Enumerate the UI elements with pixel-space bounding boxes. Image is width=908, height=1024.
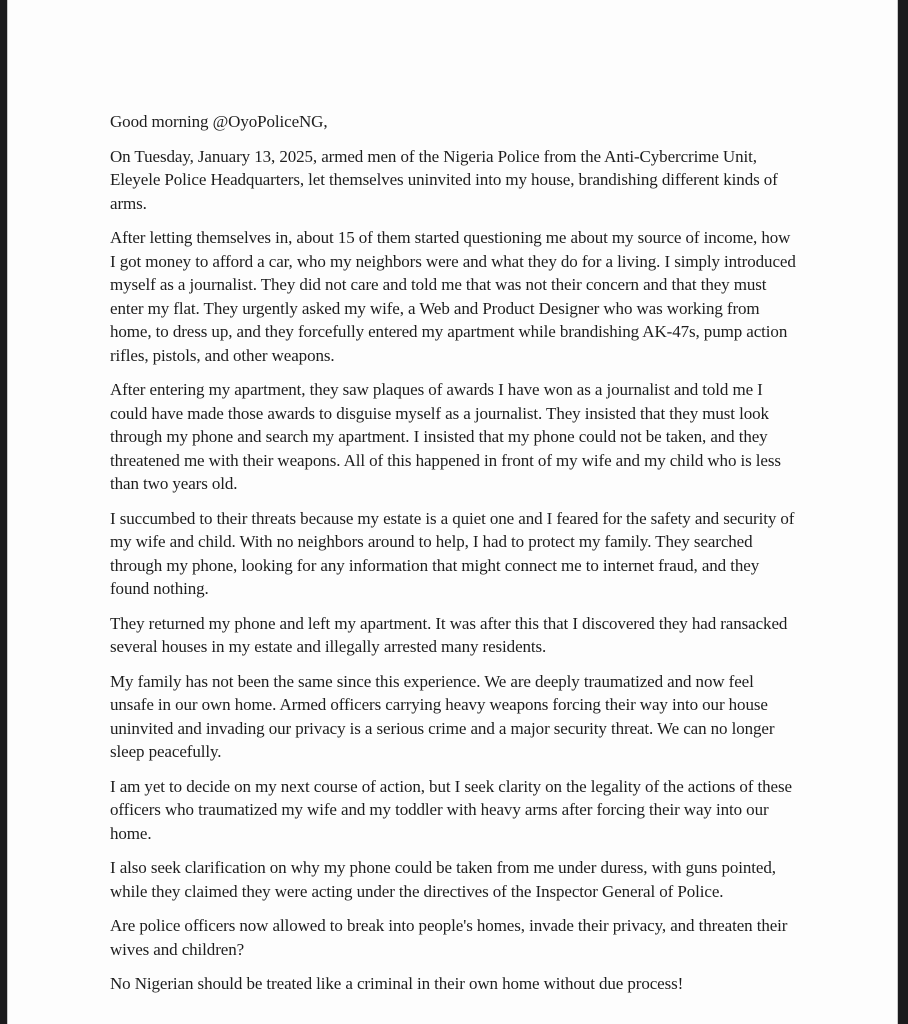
- paragraph: I also seek clarification on why my phone could be taken from me under duress, with guns pointed, while they claimed they were acting under the directives of the Inspector General of Police.: [110, 858, 776, 901]
- paragraph: They returned my phone and left my apartment. It was after this that I discovered they had ransacked several houses in my estate and illegally arrested many residents.: [110, 613, 788, 656]
- screen-edge-right: [897, 0, 908, 1024]
- letter-greeting: Good morning @OyoPoliceNG,: [110, 112, 328, 131]
- paragraph: No Nigerian should be treated like a criminal in their own home without due process!: [110, 974, 684, 993]
- paragraph: On Tuesday, January 13, 2025, armed men of the Nigeria Police from the Anti-Cybercrime Unit, Eleyele Police Headquarters, let themselves uninvited into my house, brandishing different kinds of arms.: [110, 146, 778, 213]
- letter-body: [110, 110, 800, 996]
- paragraph: My family has not been the same since this experience. We are deeply traumatized and now feel unsafe in our own home. Armed officers carrying heavy weapons forcing their way into our house uninvited and invading our privacy is a serious crime and a major security threat. We can no longer sleep peacefully.: [110, 671, 775, 761]
- screen-edge-left: [0, 0, 8, 1024]
- paragraph: After letting themselves in, about 15 of them started questioning me about my source of income, how I got money to afford a car, who my neighbors were and what they do for a living. I simply introduced myself as a journalist. They did not care and told me that was not their concern and that they must enter my flat. They urgently asked my wife, a Web and Product Designer who was working from home, to dress up, and they forcefully entered my apartment while brandishing AK-47s, pump action rifles, pistols, and other weapons.: [110, 228, 796, 365]
- paragraph: After entering my apartment, they saw plaques of awards I have won as a journalist and told me I could have made those awards to disguise myself as a journalist. They insisted that they must look through my phone and search my apartment. I insisted that my phone could not be taken, and they threatened me with their weapons. All of this happened in front of my wife and my child who is less than two years old.: [110, 380, 781, 493]
- paragraph: Are police officers now allowed to break into people's homes, invade their privacy, and threaten their wives and children?: [110, 916, 788, 959]
- paragraph: I am yet to decide on my next course of action, but I seek clarity on the legality of the actions of these officers who traumatized my wife and my toddler with heavy arms after forcing their way into our home.: [110, 776, 792, 843]
- paragraph: I succumbed to their threats because my estate is a quiet one and I feared for the safety and security of my wife and child. With no neighbors around to help, I had to protect my family. They searched through my phone, looking for any information that might connect me to internet fraud, and they found nothing.: [110, 508, 795, 598]
